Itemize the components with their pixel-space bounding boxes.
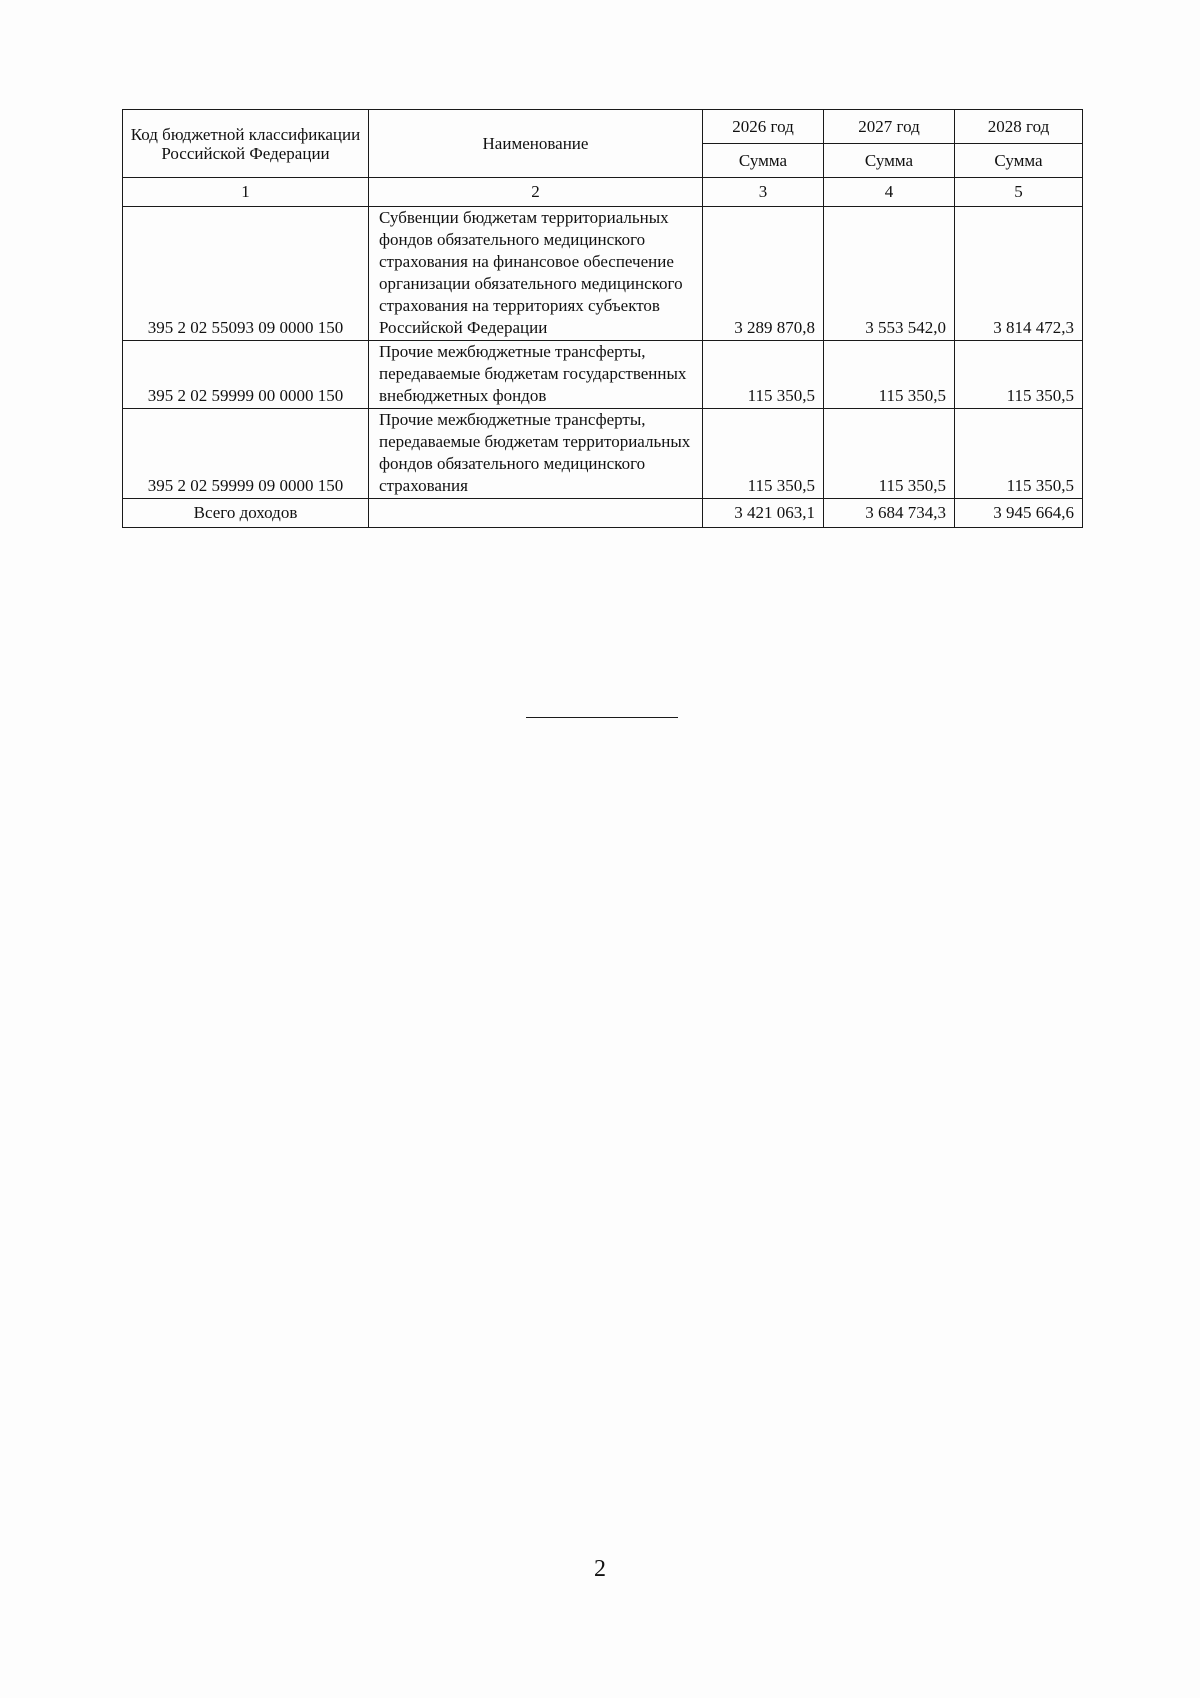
header-name-cell: Наименование xyxy=(369,110,703,178)
amount-2026-cell: 3 289 870,8 xyxy=(703,207,824,341)
table-row xyxy=(123,409,1083,499)
total-2028-cell: 3 945 664,6 xyxy=(955,499,1083,528)
header-year-2028: 2028 год xyxy=(955,110,1083,144)
table-row xyxy=(123,207,1083,341)
header-sum-2027: Сумма xyxy=(824,144,955,178)
amount-2026-cell: 115 350,5 xyxy=(703,341,824,409)
item-name-cell: Прочие межбюджетные трансферты, передаваемые бюджетам территориальных фондов обязательного медицинского страхования xyxy=(369,409,703,499)
page-number: 2 xyxy=(594,1556,606,1582)
budget-revenue-table xyxy=(122,109,1083,528)
header-row-years xyxy=(123,110,1083,144)
column-number: 5 xyxy=(955,178,1083,207)
amount-2027-cell: 3 553 542,0 xyxy=(824,207,955,341)
header-sum-2028: Сумма xyxy=(955,144,1083,178)
item-name-cell: Прочие межбюджетные трансферты, передаваемые бюджетам государственных внебюджетных фондов xyxy=(369,341,703,409)
total-2027-cell: 3 684 734,3 xyxy=(824,499,955,528)
end-of-table-rule xyxy=(526,717,678,718)
column-number: 1 xyxy=(123,178,369,207)
column-number: 4 xyxy=(824,178,955,207)
total-label-cell: Всего доходов xyxy=(123,499,369,528)
header-code-cell: Код бюджетной классификации Российской Федерации xyxy=(123,110,369,178)
amount-2027-cell: 115 350,5 xyxy=(824,409,955,499)
budget-code-cell: 395 2 02 59999 09 0000 150 xyxy=(123,409,369,499)
total-name-cell xyxy=(369,499,703,528)
column-number: 2 xyxy=(369,178,703,207)
header-year-2027: 2027 год xyxy=(824,110,955,144)
column-number-row xyxy=(123,178,1083,207)
header-year-2026: 2026 год xyxy=(703,110,824,144)
amount-2028-cell: 115 350,5 xyxy=(955,409,1083,499)
column-number: 3 xyxy=(703,178,824,207)
budget-code-cell: 395 2 02 55093 09 0000 150 xyxy=(123,207,369,341)
budget-code-cell: 395 2 02 59999 00 0000 150 xyxy=(123,341,369,409)
item-name-cell: Субвенции бюджетам территориальных фондов обязательного медицинского страхования на финансовое обеспечение организации обязательного медицинского страхования на территориях субъектов Российской Федерации xyxy=(369,207,703,341)
amount-2026-cell: 115 350,5 xyxy=(703,409,824,499)
amount-2028-cell: 3 814 472,3 xyxy=(955,207,1083,341)
header-sum-2026: Сумма xyxy=(703,144,824,178)
amount-2027-cell: 115 350,5 xyxy=(824,341,955,409)
amount-2028-cell: 115 350,5 xyxy=(955,341,1083,409)
total-row xyxy=(123,499,1083,528)
total-2026-cell: 3 421 063,1 xyxy=(703,499,824,528)
table-row xyxy=(123,341,1083,409)
